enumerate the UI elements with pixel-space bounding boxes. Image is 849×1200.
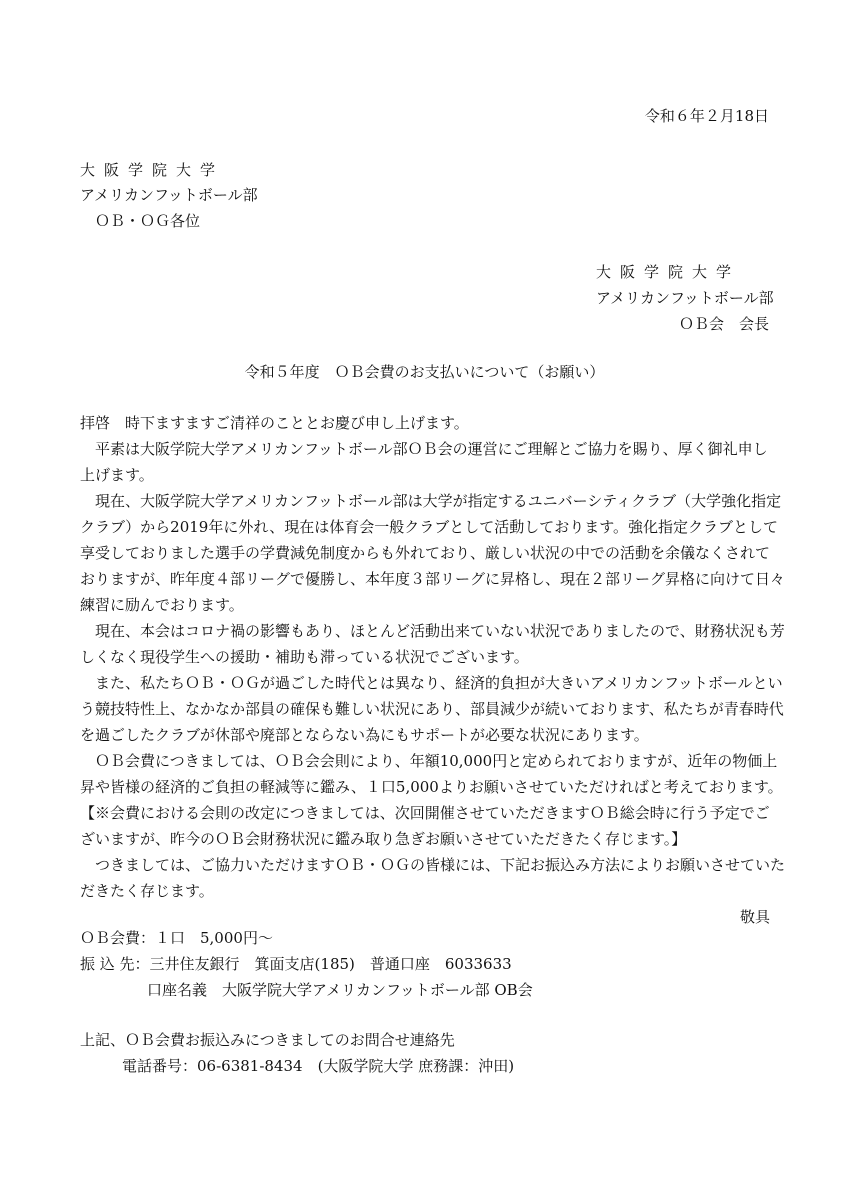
letter-date: 令和６年２月18日 (644, 107, 769, 125)
contact-phone: 電話番号：06-6381-8434 (大阪学院大学 庶務課：沖田) (122, 1057, 515, 1075)
letter-body (80, 410, 786, 930)
body-line: ＯＢ会費につきましては、ＯＢ会会則により、年額10,000円と定められておりますが、近年の物価上 (95, 752, 778, 770)
payment-account-name: 口座名義 大阪学院大学アメリカンフットボール部 OB会 (147, 981, 533, 999)
opening-line: 拝啓 時下ますますご清祥のこととお慶び申し上げます。 (80, 414, 469, 432)
body-line: おりますが、昨年度４部リーグで優勝し、本年度３部リーグに昇格し、現在２部リーグ昇格に向けて日々 (80, 570, 786, 588)
body-line: しくなく現役学生への援助・補助も滞っている状況でございます。 (80, 648, 529, 666)
payment-transfer-row (80, 954, 512, 974)
body-line: クラブ）から2019年に外れ、現在は体育会一般クラブとして活動しております。強化指定クラブとして (80, 518, 779, 536)
body-line: 上げます。 (80, 466, 154, 484)
body-line: つきましては、ご協力いただけますＯＢ・ＯＧの皆様には、下記お振込み方法によりお願いさせていた (95, 856, 786, 874)
body-line: 享受しておりました選手の学費減免制度からも外れており、厳しい状況の中での活動を余儀なくされて (80, 544, 771, 562)
recipient-club: アメリカンフットボール部 (80, 186, 258, 204)
body-line: 練習に励んでおります。 (80, 596, 244, 614)
body-line: 現在、大阪学院大学アメリカンフットボール部は大学が指定するユニバーシティクラブ（大学強化指定 (95, 492, 782, 510)
payment-transfer-bank: 三井住友銀行 箕面支店(185) 普通口座 6033633 (149, 955, 512, 973)
recipient-university: 大阪学院大学 (80, 161, 225, 179)
body-line: また、私たちＯＢ・ＯＧが過ごした時代とは異なり、経済的負担が大きいアメリカンフットボールとい (95, 674, 783, 692)
body-line: を過ごしたクラブが休部や廃部とならない為にもサポートが必要な状況にあります。 (80, 726, 649, 744)
sender-title: ＯＢ会 会長 (678, 315, 769, 333)
closing-line: 敬具 (739, 908, 770, 926)
letter-subject: 令和５年度 ＯＢ会費のお支払いについて（お願い） (244, 363, 605, 381)
recipient-addressees: ＯＢ・ＯＧ各位 (95, 212, 201, 230)
sender-university: 大阪学院大学 (596, 263, 741, 281)
contact-intro: 上記、ＯＢ会費お振込みにつきましてのお問合せ連絡先 (80, 1031, 455, 1049)
payment-fee: ＯＢ会費：１口 5,000円～ (80, 929, 273, 947)
body-line: う競技特性上、なかなか部員の確保も難しい状況にあり、部員減少が続いております、私たちが青春時代 (80, 700, 784, 718)
body-line: 昇や皆様の経済的ご負担の軽減等に鑑み、１口5,000よりお願いさせていただければと考えております。 (80, 778, 783, 796)
body-line: だきたく存じます。 (80, 882, 214, 900)
body-line: 平素は大阪学院大学アメリカンフットボール部ＯＢ会の運営にご理解とご協力を賜り、厚く御礼申し (95, 440, 768, 458)
body-line: 【※会費における会則の改定につきましては、次回開催させていただきますＯＢ総会時に行う予定でご (80, 804, 770, 822)
body-line: ざいますが、昨今のＯＢ会財務状況に鑑み取り急ぎお願いさせていただきたく存じます。】 (80, 830, 687, 848)
sender-club: アメリカンフットボール部 (596, 289, 774, 307)
payment-transfer-label: 振 込 先： (80, 955, 150, 973)
body-line: 現在、本会はコロナ禍の影響もあり、ほとんど活動出来ていない状況でありましたので、財務状況も芳 (95, 622, 785, 640)
